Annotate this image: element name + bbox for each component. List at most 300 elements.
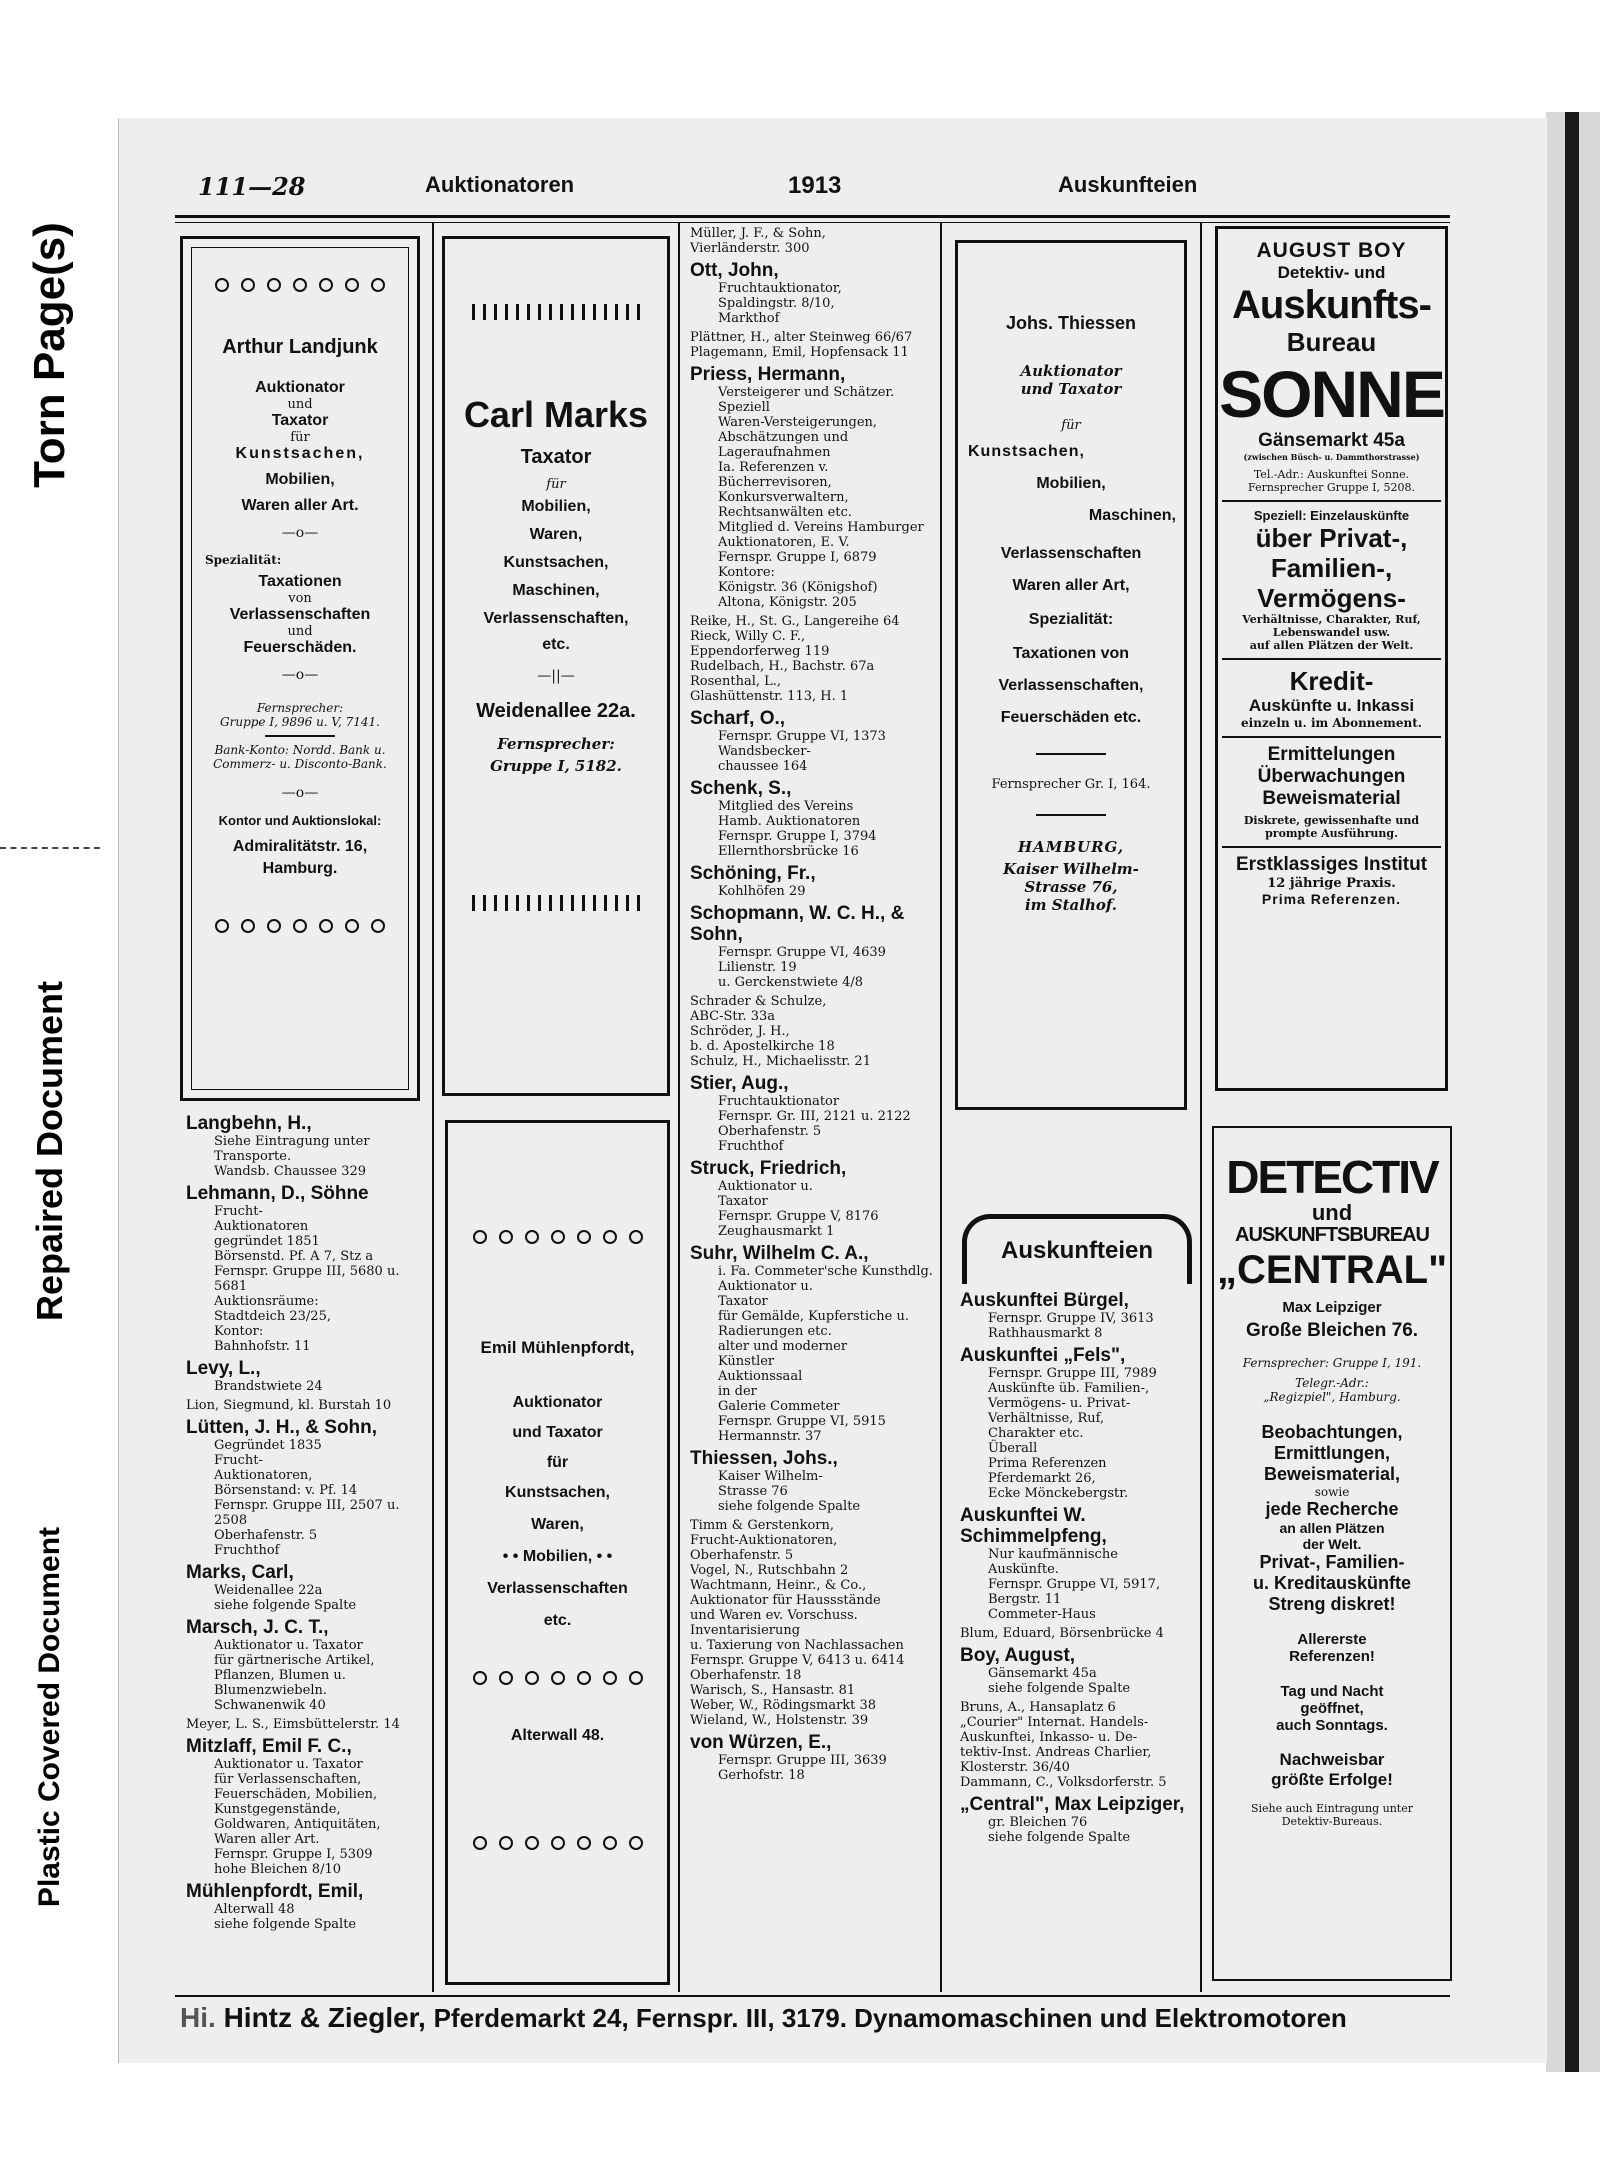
ad-line: einzeln u. im Abonnement. (1241, 716, 1422, 730)
entry-line: „Courier" Internat. Handels- (960, 1715, 1149, 1730)
ad-line: und (1311, 1200, 1353, 1225)
directory-entry (690, 1518, 935, 1728)
entry-line: siehe folgende Spalte (214, 1917, 357, 1932)
entry-line: Pferdemarkt 26, (988, 1471, 1096, 1486)
ad-line: Überwachungen (1257, 766, 1406, 787)
entry-line: Überall (988, 1441, 1038, 1456)
ad-line: Mobilien, (265, 471, 335, 488)
ad-august-boy (1215, 226, 1448, 1091)
entry-line: Hamb. Auktionatoren (718, 814, 861, 829)
entry-line: Kontor: (214, 1324, 264, 1339)
entry-line: Fernspr. Gruppe I, 5309 (214, 1847, 373, 1862)
directory-entry (960, 1626, 1195, 1641)
ad-line: der Welt. (1302, 1536, 1362, 1552)
directory-entry (690, 364, 935, 610)
ad-line: Gruppe I, 5182. (490, 757, 622, 775)
directory-entry (690, 1158, 935, 1239)
ad-name: Emil Mühlenpfordt, (480, 1338, 635, 1357)
ad-line: Detektiv-Bureaus. (1281, 1815, 1383, 1828)
ad-line: sowie (1314, 1485, 1350, 1499)
footer-rest: Pferdemarkt 24, Fernspr. III, 3179. Dynamomaschinen und Elektromotoren (433, 2003, 1347, 2033)
entry-line: Ecke Mönckebergstr. (988, 1486, 1129, 1501)
entry-line: Prima Referenzen (988, 1456, 1107, 1471)
directory-entry (186, 1183, 426, 1354)
entry-line: Gänsemarkt 45a (988, 1666, 1097, 1681)
entry-line: Plagemann, Emil, Hopfensack 11 (690, 345, 909, 360)
directory-entry (186, 1736, 426, 1877)
entry-line: Radierungen etc. (718, 1324, 832, 1339)
ad-address: Weidenallee 22a. (476, 700, 636, 722)
page-number: 111—28 (198, 172, 306, 201)
ad-line: Fernsprecher Gr. I, 164. (991, 777, 1151, 792)
fence-row (445, 895, 667, 915)
entry-line: Vermögens- u. Privat- (988, 1396, 1131, 1411)
entry-line: Schwanenwik 40 (214, 1698, 326, 1713)
entry-line: Commeter-Haus (988, 1607, 1096, 1622)
entry-line: für Verlassenschaften, (214, 1772, 362, 1787)
entry-line: Rathhausmarkt 8 (988, 1326, 1103, 1341)
entry-line: Klosterstr. 36/40 (960, 1760, 1070, 1775)
ad-line: und Taxator (1020, 380, 1122, 398)
directory-entry (690, 1243, 935, 1444)
entry-line: Börsenstand: v. Pf. 14 (214, 1483, 358, 1498)
ad-line: Taxationen (258, 573, 342, 590)
ad-sep: —o— (281, 667, 319, 683)
entry-line: Fruchthof (214, 1543, 280, 1558)
ad-line: Bureau (1286, 327, 1377, 357)
ad-line: „Regizpiel", Hamburg. (1263, 1390, 1401, 1404)
entry-line: Auktionatoren, (214, 1468, 313, 1483)
entry-line: Markthof (718, 311, 780, 326)
entry-name: Lehmann, D., Söhne (186, 1183, 369, 1204)
entry-line: Frucht- (214, 1204, 263, 1219)
entry-line: b. d. Apostelkirche 18 (690, 1039, 835, 1054)
entry-name: Scharf, O., (690, 708, 786, 729)
ad-line: (zwischen Büsch- u. Dammthorstrasse) (1243, 452, 1420, 462)
entry-line: Fernspr. Gruppe VI, 1373 (718, 729, 886, 744)
entry-line: Fruchthof (718, 1139, 784, 1154)
entry-line: Gegründet 1835 (214, 1438, 322, 1453)
entry-line: Auktionator u. (718, 1279, 813, 1294)
ad-line: Auktionator (1020, 362, 1122, 380)
directory-entry (186, 1617, 426, 1713)
entry-name: Marsch, J. C. T., (186, 1617, 329, 1638)
entry-line: Oberhafenstr. 18 (690, 1668, 802, 1683)
entry-name: Suhr, Wilhelm C. A., (690, 1243, 869, 1264)
directory-entry (186, 1113, 426, 1179)
entry-line: Transporte. (214, 1149, 292, 1164)
entry-line: Alterwall 48 (214, 1902, 295, 1917)
ad-line: Waren, (531, 1516, 584, 1533)
ad-line: für (290, 430, 310, 445)
entry-line: Brandstwiete 24 (214, 1379, 323, 1394)
entry-line: Schröder, J. H., (690, 1024, 790, 1039)
entry-line: Fernspr. Gruppe I, 6879 (718, 550, 877, 565)
entry-line: Fernspr. Gruppe IV, 3613 (988, 1311, 1154, 1326)
directory-entry (186, 1717, 426, 1732)
ad-line: 12 jährige Praxis. (1267, 876, 1396, 891)
entry-line: Bahnhofstr. 11 (214, 1339, 311, 1354)
entry-line: Galerie Commeter (718, 1399, 840, 1414)
ad-muehlenpfordt (445, 1120, 670, 1985)
ad-line: Verlassenschaften (229, 606, 371, 623)
entry-line: Auktionator u. (718, 1179, 813, 1194)
ad-line: Telegr.-Adr.: (1295, 1376, 1369, 1390)
ad-line: DETECTIV (1226, 1151, 1438, 1203)
entry-line: Dammann, C., Volksdorferstr. 5 (960, 1775, 1167, 1790)
directory-entry (960, 1290, 1195, 1341)
ad-line: Prima Referenzen. (1261, 891, 1402, 907)
ring-row (448, 1835, 667, 1854)
ad-line: Nachweisbar (1279, 1750, 1385, 1769)
entry-line: Vierländerstr. 300 (690, 241, 810, 256)
entry-line: Lageraufnahmen (718, 445, 831, 460)
entry-line: Weidenallee 22a (214, 1583, 323, 1598)
directory-entry (690, 903, 935, 990)
ad-line: etc. (543, 1612, 572, 1629)
entry-line: Rechtsanwälten etc. (718, 505, 852, 520)
ad-line: Verhältnisse, Charakter, Ruf, (1242, 613, 1421, 626)
ad-line: Commerz- u. Disconto-Bank. (213, 757, 387, 771)
ad-line: Beweismaterial (1262, 788, 1401, 809)
section-right: Auskunfteien (1058, 172, 1198, 197)
ad-sep: —||— (537, 668, 575, 684)
entry-line: Gerhofstr. 18 (718, 1768, 805, 1783)
entry-line: ABC-Str. 33a (690, 1009, 775, 1024)
ad-sep: —o— (281, 785, 319, 801)
directory-entry (960, 1645, 1195, 1696)
entry-line: Auskunftei, Inkasso- u. De- (960, 1730, 1138, 1745)
entry-line: Timm & Gerstenkorn, (690, 1518, 834, 1533)
ad-line: auch Sonntags. (1276, 1717, 1388, 1734)
ad-line: „CENTRAL" (1216, 1248, 1448, 1292)
ad-line: Verlassenschaften (1000, 545, 1142, 562)
ad-line: Feuerschäden. (243, 639, 357, 656)
side-tabs (0, 0, 100, 2177)
entry-line: Auktionator u. Taxator (214, 1757, 363, 1772)
entry-line: Wandsbecker- (718, 744, 811, 759)
ad-line: Tel.-Adr.: Auskunftei Sonne. (1253, 468, 1410, 481)
ad-carl-marks (442, 236, 670, 1096)
ad-line: Verlassenschaften, (998, 677, 1144, 694)
ad-line: Mobilien, (521, 498, 591, 515)
header-rule-thin (175, 222, 1450, 223)
entry-line: Lion, Siegmund, kl. Burstah 10 (186, 1398, 392, 1413)
ad-thiessen (955, 240, 1187, 1110)
entry-line: Schulz, H., Michaelisstr. 21 (690, 1054, 871, 1069)
entry-line: Fernspr. Gruppe I, 3794 (718, 829, 877, 844)
entry-line: Taxator (718, 1194, 768, 1209)
ad-line: Erstklassiges Institut (1235, 854, 1428, 875)
entry-name: Priess, Hermann, (690, 364, 846, 385)
ad-line: im Stalhof. (1024, 896, 1118, 914)
ad-line: Fernsprecher Gruppe I, 5208. (1248, 481, 1415, 494)
entry-line: Fernspr. Gruppe V, 6413 u. 6414 (690, 1653, 905, 1668)
book-spine (1565, 112, 1579, 2072)
directory-entry (690, 1448, 935, 1514)
ad-line: Kunstsachen, (968, 443, 1085, 460)
entry-line: Kaiser Wilhelm- (718, 1469, 823, 1484)
auskunfteien-banner (962, 1214, 1192, 1284)
entry-name: Auskunftei „Fels", (960, 1345, 1126, 1366)
entry-line: Auktionatoren (214, 1219, 309, 1234)
ad-line: Fernsprecher: (256, 701, 344, 715)
ad-line: Tag und Nacht (1280, 1683, 1384, 1700)
entry-line: Auktionatoren, E. V. (718, 535, 850, 550)
ad-line: Ermittlungen, (1274, 1443, 1390, 1463)
ad-name: AUGUST BOY (1256, 239, 1407, 262)
tab-divider (0, 847, 100, 849)
directory-entry (960, 1505, 1195, 1622)
ad-line: Strasse 76, (1024, 878, 1118, 896)
entry-name: Struck, Friedrich, (690, 1158, 847, 1179)
entry-line: Taxator (718, 1294, 768, 1309)
ad-line: Detektiv- und (1277, 263, 1386, 282)
entry-line: Müller, J. F., & Sohn, (690, 226, 826, 241)
ad-line: Kunstsachen, (505, 1484, 610, 1501)
ad-central (1212, 1126, 1452, 1981)
entry-name: „Central", Max Leipziger, (960, 1794, 1185, 1815)
entry-line: Schrader & Schulze, (690, 994, 827, 1009)
ad-line: von (288, 591, 312, 606)
ad-line: Beobachtungen, (1261, 1422, 1403, 1442)
ad-line: Bank-Konto: Nordd. Bank u. (214, 743, 386, 757)
entry-line: Bruns, A., Hansaplatz 6 (960, 1700, 1116, 1715)
ad-line: HAMBURG, (1017, 838, 1125, 856)
entry-line: Auktionssaal (718, 1369, 803, 1384)
directory-entry (186, 1398, 426, 1413)
entry-name: Auskunftei W. Schimmelpfeng, (960, 1505, 1107, 1547)
directory-entry (186, 1562, 426, 1613)
directory-entry (690, 330, 935, 360)
entry-name: Boy, August, (960, 1645, 1076, 1666)
entry-line: Kohlhöfen 29 (718, 884, 806, 899)
column-3-entries (690, 226, 935, 1994)
entry-line: i. Fa. Commeter'sche Kunsthdlg. (718, 1264, 933, 1279)
ad-line: Gruppe I, 9896 u. V, 7141. (220, 715, 380, 729)
ad-line: Waren aller Art, (1012, 577, 1130, 594)
directory-entry (690, 994, 935, 1069)
ad-line: Maschinen, (1088, 507, 1176, 524)
entry-line: Künstler (718, 1354, 775, 1369)
ad-line: Fernsprecher: Gruppe I, 191. (1242, 1356, 1422, 1370)
entry-line: Goldwaren, Antiquitäten, (214, 1817, 381, 1832)
entry-line: Rosenthal, L., (690, 674, 782, 689)
header-rule (175, 215, 1450, 218)
ad-line: Waren aller Art. (241, 497, 359, 514)
entry-line: Charakter etc. (988, 1426, 1084, 1441)
ad-line: größte Erfolge! (1271, 1770, 1393, 1789)
entry-line: Fernspr. Gruppe III, 3639 (718, 1753, 887, 1768)
entry-line: Reike, H., St. G., Langereihe 64 (690, 614, 900, 629)
entry-line: Strasse 76 (718, 1484, 788, 1499)
ad-line: Auskünfte u. Inkassi (1248, 696, 1415, 715)
entry-line: Börsenstd. Pf. A 7, Stz a (214, 1249, 374, 1264)
entry-line: Vogel, N., Rutschbahn 2 (690, 1563, 849, 1578)
ad-line: Speziell: Einzelauskünfte (1253, 508, 1410, 523)
entry-line: Mitglied des Vereins (718, 799, 854, 814)
ad-line: über Privat-, (1255, 523, 1408, 553)
directory-entry (690, 1073, 935, 1154)
entry-line: Versteigerer und Schätzer. (718, 385, 895, 400)
entry-line: Frucht-Auktionatoren, (690, 1533, 838, 1548)
footer-rule (175, 1995, 1450, 1997)
entry-line: Feuerschäden, Mobilien, (214, 1787, 378, 1802)
entry-line: Wieland, W., Holstenstr. 39 (690, 1713, 869, 1728)
ad-line: Spezialität: (1028, 611, 1114, 628)
entry-line: Siehe Eintragung unter (214, 1134, 370, 1149)
entry-line: siehe folgende Spalte (718, 1499, 861, 1514)
entry-name: Mitzlaff, Emil F. C., (186, 1736, 352, 1757)
entry-line: Auktionator für Haussstände (690, 1593, 881, 1608)
entry-line: Auskünfte. (988, 1562, 1059, 1577)
ad-line: Referenzen! (1289, 1648, 1375, 1665)
ad-line: Allererste (1297, 1631, 1367, 1648)
directory-entry (690, 226, 935, 256)
ad-name: Arthur Landjunk (222, 336, 378, 358)
directory-entry (960, 1700, 1195, 1790)
ad-line: Verlassenschaften (487, 1580, 628, 1597)
column-4-entries (960, 1290, 1195, 1990)
entry-line: Bergstr. 11 (988, 1592, 1062, 1607)
ad-line: Lebenswandel usw. (1272, 626, 1391, 639)
ad-line: an allen Plätzen (1279, 1520, 1385, 1536)
entry-line: Fernspr. Gruppe VI, 5915 (718, 1414, 886, 1429)
ad-line: Taxator (271, 412, 329, 429)
entry-line: Hermannstr. 37 (718, 1429, 822, 1444)
entry-line: Glashüttenstr. 113, H. 1 (690, 689, 849, 704)
entry-line: für gärtnerische Artikel, (214, 1653, 375, 1668)
ad-line: Admiralitätstr. 16, (232, 838, 368, 855)
entry-line: siehe folgende Spalte (214, 1598, 357, 1613)
tab-torn-pages[interactable]: Torn Page(s) (25, 222, 74, 488)
ad-line: und (287, 624, 313, 639)
ad-line: Siehe auch Eintragung unter (1250, 1802, 1413, 1815)
ad-line: Familien-, (1270, 553, 1393, 583)
ad-line: Max Leipziger (1282, 1299, 1382, 1316)
ad-line: und Taxator (512, 1424, 603, 1441)
ad-line: für (546, 1454, 569, 1471)
ad-name: Carl Marks (463, 394, 649, 435)
ring-row (448, 1670, 667, 1689)
directory-entry (690, 614, 935, 704)
entry-line: Wandsb. Chaussee 329 (214, 1164, 367, 1179)
ad-line: Kontor und Auktionslokal: (218, 813, 382, 828)
entry-name: Ott, John, (690, 260, 779, 281)
ad-line: Kunstsachen, (235, 445, 365, 462)
entry-name: Mühlenpfordt, Emil, (186, 1881, 364, 1902)
section-left: Auktionatoren (425, 172, 575, 197)
tab-plastic-covered[interactable]: Plastic Covered Document (33, 1526, 66, 1908)
entry-line: u. Gerckenstwiete 4/8 (718, 975, 863, 990)
ad-landjunk (180, 236, 420, 1101)
directory-entry (690, 708, 935, 774)
ad-line: Taxator (520, 446, 592, 468)
entry-line: in der (718, 1384, 757, 1399)
ad-line: Ermittelungen (1267, 744, 1396, 765)
entry-line: Konkursverwaltern, (718, 490, 849, 505)
footer-company: Hintz & Ziegler, (223, 2002, 426, 2033)
ad-line: Taxationen von (1012, 645, 1130, 662)
entry-line: siehe folgende Spalte (988, 1830, 1131, 1845)
entry-line: Meyer, L. S., Eimsbüttelerstr. 14 (186, 1717, 400, 1732)
entry-line: siehe folgende Spalte (988, 1681, 1131, 1696)
entry-line: Verhältnisse, Ruf, (988, 1411, 1105, 1426)
ad-line: für (1061, 418, 1081, 433)
entry-line: Rudelbach, H., Bachstr. 67a (690, 659, 875, 674)
ad-line: prompte Ausführung. (1265, 827, 1398, 840)
entry-line: Fernspr. Gruppe VI, 5917, (988, 1577, 1161, 1592)
entry-name: Lütten, J. H., & Sohn, (186, 1417, 378, 1438)
entry-line: Fruchtauktionator (718, 1094, 840, 1109)
col-divider-3 (940, 222, 942, 1992)
entry-line: Fernspr. Gruppe III, 5680 u. 5681 (214, 1264, 400, 1294)
banner-title: Auskunfteien (1000, 1237, 1153, 1264)
entry-line: Rieck, Willy C. F., (690, 629, 806, 644)
entry-line: hohe Bleichen 8/10 (214, 1862, 342, 1877)
ad-line: etc. (542, 636, 570, 653)
entry-name: Auskunftei Bürgel, (960, 1290, 1129, 1311)
ad-line: Diskrete, gewissenhafte und (1243, 814, 1420, 827)
directory-entry (690, 260, 935, 326)
entry-line: Warisch, S., Hansastr. 81 (690, 1683, 856, 1698)
ad-line: Kunstsachen, (503, 554, 609, 571)
entry-line: Wachtmann, Heinr., & Co., (690, 1578, 867, 1593)
directory-entry (186, 1881, 426, 1932)
ad-line: Verlassenschaften, (483, 610, 629, 627)
ad-line: jede Recherche (1265, 1499, 1399, 1519)
ad-line: Beweismaterial, (1263, 1464, 1401, 1484)
ad-line: u. Kreditauskünfte (1252, 1573, 1412, 1593)
entry-line: Speziell (718, 400, 770, 415)
entry-name: Stier, Aug., (690, 1073, 789, 1094)
entry-line: Abschätzungen und (718, 430, 849, 445)
entry-name: Schopmann, W. C. H., & Sohn, (690, 903, 905, 945)
entry-line: Kontore: (718, 565, 775, 580)
fence-row (445, 304, 667, 324)
ad-line: SONNE (1219, 357, 1444, 431)
tab-repaired-document[interactable]: Repaired Document (29, 980, 70, 1322)
col-divider-2 (678, 222, 680, 1992)
entry-line: Frucht- (214, 1453, 263, 1468)
entry-name: Langbehn, H., (186, 1113, 312, 1134)
entry-line: Inventarisierung (690, 1623, 801, 1638)
entry-line: Fernspr. Gr. III, 2121 u. 2122 (718, 1109, 911, 1124)
entry-line: Ia. Referenzen v. Bücherrevisoren, (718, 460, 832, 490)
entry-line: Blum, Eduard, Börsenbrücke 4 (960, 1626, 1164, 1641)
ad-sep: —o— (281, 525, 319, 541)
entry-line: gr. Bleichen 76 (988, 1815, 1088, 1830)
ad-line: • • Mobilien, • • (502, 1548, 613, 1565)
ad-line: Fernsprecher: (497, 735, 615, 753)
ad-line: geöffnet, (1300, 1700, 1364, 1717)
entry-name: Levy, L., (186, 1358, 261, 1379)
entry-line: Ellernthorsbrücke 16 (718, 844, 859, 859)
entry-line: Fernspr. Gruppe III, 7989 (988, 1366, 1157, 1381)
ad-line: Mobilien, (1036, 475, 1106, 492)
ad-line: Auskunfts- (1232, 283, 1431, 327)
ad-line: Feuerschäden etc. (1000, 709, 1142, 726)
entry-line: tektiv-Inst. Andreas Charlier, (960, 1745, 1152, 1760)
entry-line: und Waren ev. Vorschuss. (690, 1608, 858, 1623)
year: 1913 (788, 172, 842, 199)
entry-line: Oberhafenstr. 5 (690, 1548, 794, 1563)
ad-line: Kaiser Wilhelm- (1003, 860, 1139, 878)
entry-line: chaussee 164 (718, 759, 808, 774)
entry-line: alter und moderner (718, 1339, 848, 1354)
entry-line: Weber, W., Rödingsmarkt 38 (690, 1698, 877, 1713)
directory-entry (186, 1417, 426, 1558)
